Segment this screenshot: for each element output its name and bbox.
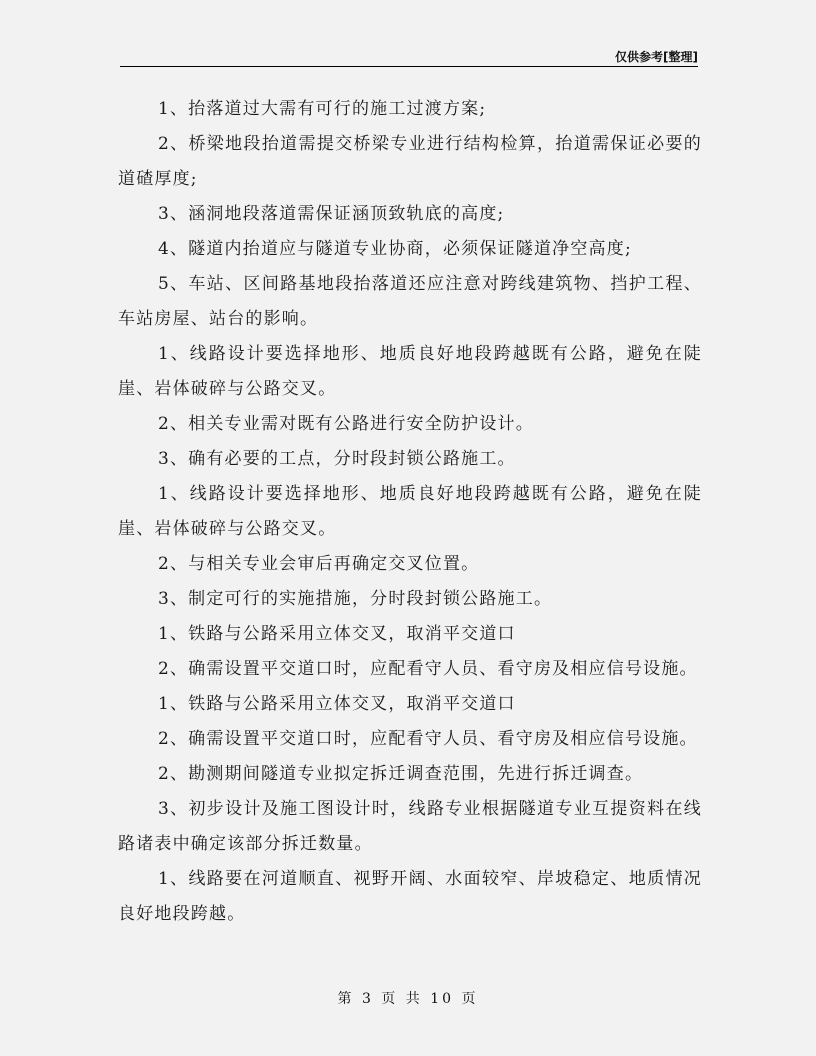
paragraph: 1、抬落道过大需有可行的施工过渡方案; [157, 99, 487, 119]
header-label: 仅供参考[整理] [615, 50, 698, 64]
paragraph: 1、线路设计要选择地形、地质良好地段跨越既有公路，避免在陡崖、岩体破碎与公路交叉。 [118, 484, 702, 539]
paragraph: 1、铁路与公路采用立体交叉，取消平交道口 [157, 624, 516, 644]
page-header [120, 46, 698, 67]
paragraph: 2、确需设置平交道口时，应配看守人员、看守房及相应信号设施。 [157, 659, 698, 679]
paragraph: 2、相关专业需对既有公路进行安全防护设计。 [157, 414, 534, 434]
document-body [118, 92, 702, 932]
paragraph: 4、隧道内抬道应与隧道专业协商，必须保证隧道净空高度; [157, 239, 632, 259]
paragraph: 2、确需设置平交道口时，应配看守人员、看守房及相应信号设施。 [157, 729, 698, 749]
paragraph: 2、勘测期间隧道专业拟定拆迁调查范围，先进行拆迁调查。 [157, 764, 644, 784]
paragraph: 5、车站、区间路基地段抬落道还应注意对跨线建筑物、挡护工程、车站房屋、站台的影响。 [118, 274, 702, 329]
paragraph: 2、桥梁地段抬道需提交桥梁专业进行结构检算，抬道需保证必要的道碴厚度; [118, 134, 702, 189]
paragraph: 1、线路要在河道顺直、视野开阔、水面较窄、岸坡稳定、地质情况良好地段跨越。 [118, 869, 702, 924]
page-number-footer: 第 3 页 共 10 页 [337, 991, 479, 1007]
paragraph: 1、线路设计要选择地形、地质良好地段跨越既有公路，避免在陡崖、岩体破碎与公路交叉。 [118, 344, 702, 399]
paragraph: 1、铁路与公路采用立体交叉，取消平交道口 [157, 694, 516, 714]
paragraph: 3、涵洞地段落道需保证涵顶致轨底的高度; [157, 204, 505, 224]
paragraph: 3、确有必要的工点，分时段封锁公路施工。 [157, 449, 516, 469]
paragraph: 3、初步设计及施工图设计时，线路专业根据隧道专业互提资料在线路诸表中确定该部分拆迁数量。 [118, 799, 702, 854]
paragraph: 3、制定可行的实施措施，分时段封锁公路施工。 [157, 589, 553, 609]
paragraph: 2、与相关专业会审后再确定交叉位置。 [157, 554, 480, 574]
